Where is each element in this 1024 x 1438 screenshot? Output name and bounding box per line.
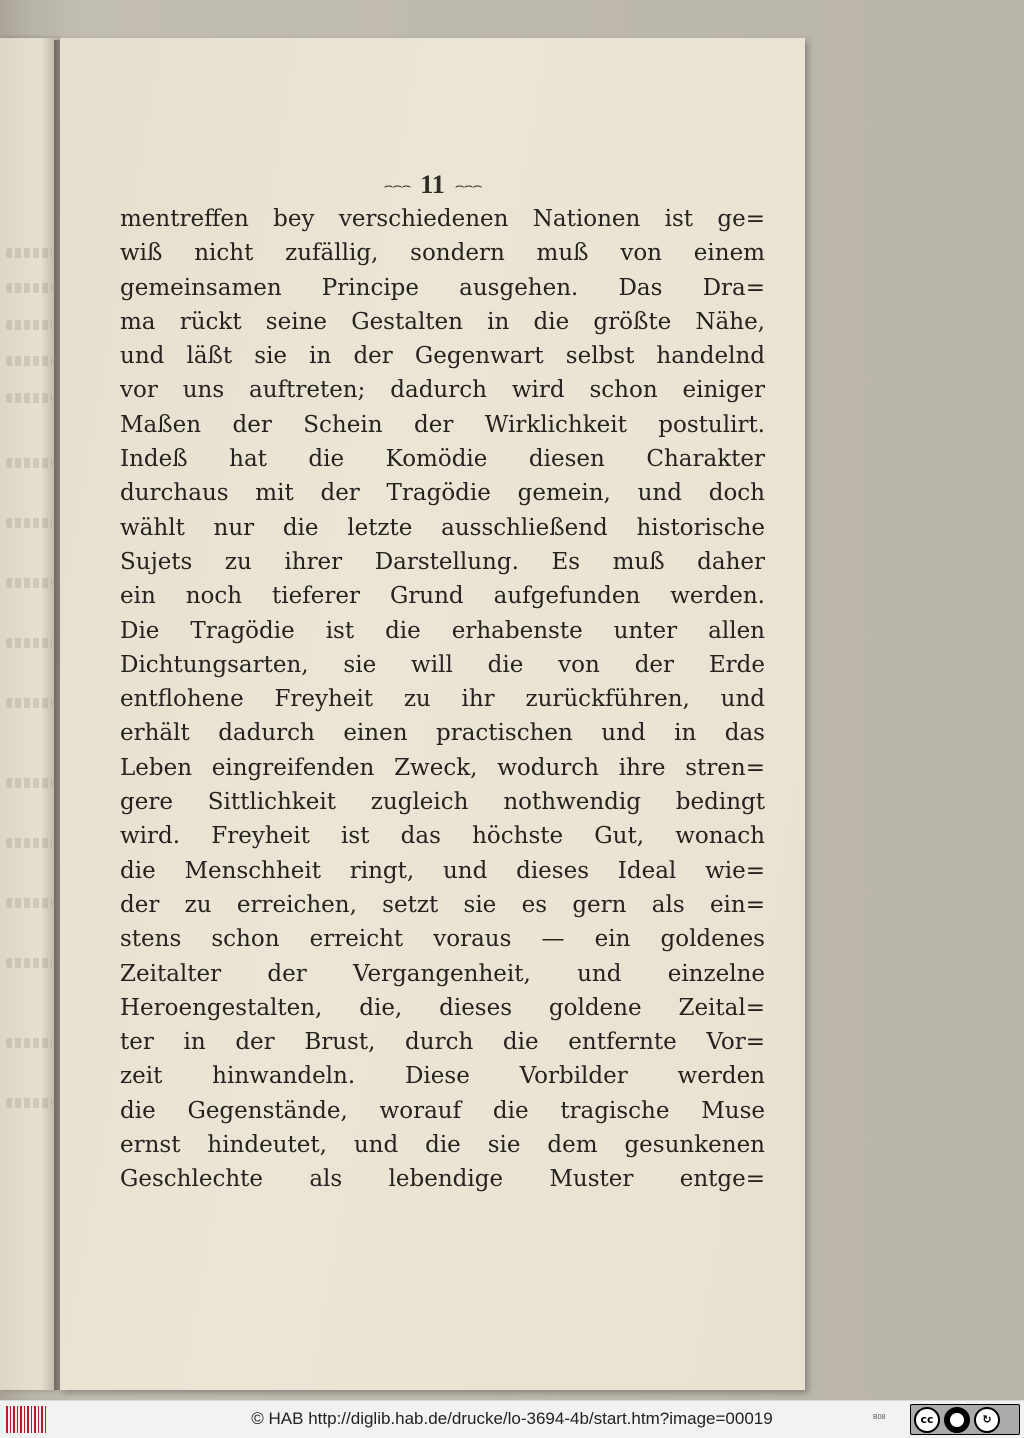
footer-bar: [0, 1400, 1024, 1438]
text-line: Die Tragödie ist die erhabenste unter allen: [120, 617, 765, 644]
text-line: ter in der Brust, durch die entfernte Vor=: [120, 1029, 765, 1056]
page-header: [60, 170, 805, 200]
text-line: gere Sittlichkeit zugleich nothwendig bedingt: [120, 789, 765, 816]
header-ornament-left: ⌢⌢⌢: [383, 176, 411, 194]
text-line: durchaus mit der Tragödie gemein, und doch: [120, 480, 765, 507]
text-line: ein noch tieferer Grund aufgefunden werden.: [120, 583, 765, 610]
text-line: Leben eingreifenden Zweck, wodurch ihre stren=: [120, 754, 765, 781]
text-line: und läßt sie in der Gegenwart selbst handelnd: [120, 343, 765, 370]
text-line: Sujets zu ihrer Darstellung. Es muß daher: [120, 548, 765, 575]
book-page: [60, 38, 805, 1390]
text-line: entflohene Freyheit zu ihr zurückführen, und: [120, 686, 765, 713]
text-line: wählt nur die letzte ausschließend historische: [120, 514, 765, 541]
text-line: die Gegenstände, worauf die tragische Muse: [120, 1097, 765, 1124]
text-line: zeit hinwandeln. Diese Vorbilder werden: [120, 1063, 765, 1090]
text-line: mentreffen bey verschiedenen Nationen ist ge=: [120, 206, 765, 232]
facing-page-edge: [0, 38, 58, 1390]
text-line: Zeitalter der Vergangenheit, und einzelne: [120, 960, 765, 987]
text-line: Dichtungsarten, sie will die von der Erde: [120, 651, 765, 678]
text-line: wiß nicht zufällig, sondern muß von einem: [120, 240, 765, 267]
text-line: Heroengestalten, die, dieses goldene Zeital=: [120, 994, 765, 1021]
text-line: stens schon erreicht voraus — ein goldenes: [120, 926, 765, 953]
cc-license-badge[interactable]: [910, 1404, 1020, 1435]
page-code: B08: [873, 1414, 886, 1421]
text-line: Indeß hat die Komödie diesen Charakter: [120, 446, 765, 473]
text-line: die Menschheit ringt, und dieses Ideal wie=: [120, 857, 765, 884]
by-icon: [944, 1407, 970, 1433]
text-line: Maßen der Schein der Wirklichkeit postulirt.: [120, 411, 765, 438]
text-line: erhält dadurch einen practischen und in das: [120, 720, 765, 747]
text-line: vor uns auftreten; dadurch wird schon einiger: [120, 377, 765, 404]
page-number: 11: [420, 170, 445, 199]
text-line: der zu erreichen, setzt sie es gern als ein=: [120, 891, 765, 918]
text-line: ma rückt seine Gestalten in die größte Nähe,: [120, 308, 765, 335]
cc-icon: cc: [914, 1407, 940, 1433]
header-ornament-right: ⌢⌢⌢: [454, 176, 482, 194]
text-line: wird. Freyheit ist das höchste Gut, wonach: [120, 823, 765, 850]
body-text: [120, 202, 765, 1197]
copyright-url[interactable]: © HAB http://diglib.hab.de/drucke/lo-3694-4b/start.htm?image=00019: [251, 1409, 773, 1428]
text-line: Geschlechte als lebendige Muster entge=: [120, 1166, 765, 1193]
text-line: gemeinsamen Principe ausgehen. Das Dra=: [120, 274, 765, 301]
text-line: ernst hindeutet, und die sie dem gesunkenen: [120, 1132, 765, 1159]
sa-icon: ↻: [974, 1407, 1000, 1433]
